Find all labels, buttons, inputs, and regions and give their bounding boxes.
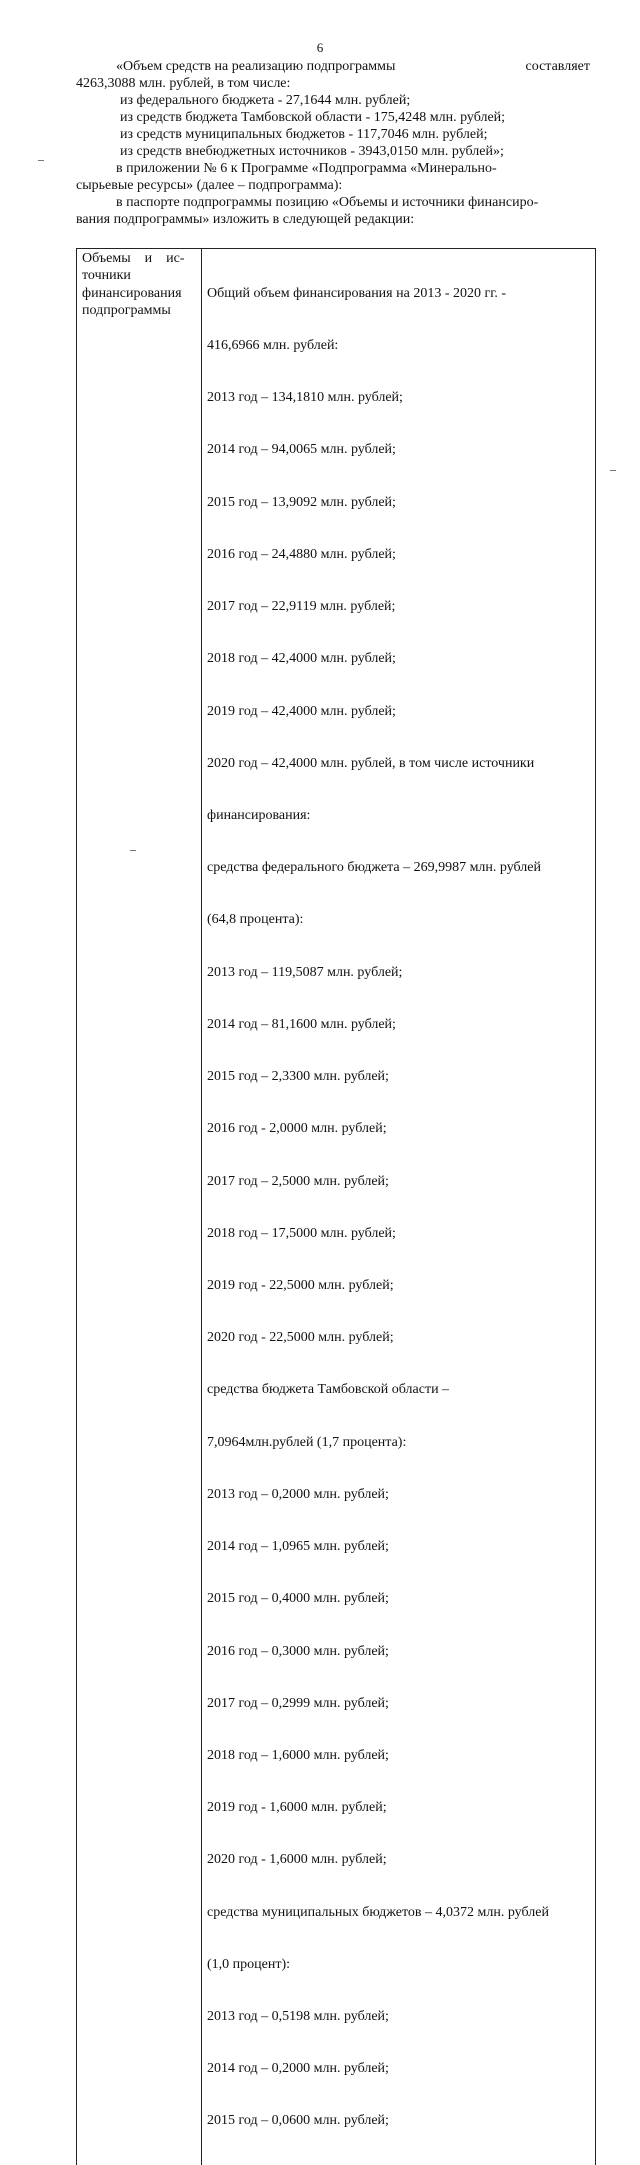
content-line: (64,8 процента): [207, 912, 304, 928]
intro-line: вания подпрограммы» изложить в следующей редакции: [76, 212, 415, 227]
source-name: из средств внебюджетных источников [120, 144, 347, 159]
content-line: 2018 год – 17,5000 млн. рублей; [207, 1225, 396, 1241]
content-line: финансирования: [207, 808, 311, 823]
label-line: точники [82, 268, 131, 284]
content-line: средства бюджета Тамбовской области – [207, 1382, 450, 1398]
content-line: 2014 год – 81,1600 млн. рублей; [207, 1016, 396, 1032]
content-line: 2013 год – 134,1810 млн. рублей; [207, 390, 403, 406]
content-line: 7,0964млн.рублей (1,7 процента): [207, 1434, 407, 1450]
source-value: - 3943,0150 млн. рублей»; [350, 144, 504, 159]
source-name: из средств муниципальных бюджетов [120, 127, 345, 142]
content-line: 2019 год - 1,6000 млн. рублей; [207, 1800, 387, 1816]
content-line: средства муниципальных бюджетов – 4,0372 млн. рублей [207, 1904, 549, 1920]
page-number: 6 [316, 40, 324, 55]
content-line: 2014 год – 1,0965 млн. рублей; [207, 1539, 389, 1555]
intro-line: сырьевые ресурсы» (далее – подпрограмма): [76, 178, 343, 193]
source-value: - 27,1644 млн. рублей; [277, 93, 411, 108]
source-name: из федерального бюджета [120, 93, 275, 108]
source-value: - 117,7046 млн. рублей; [348, 127, 488, 142]
intro-line: в паспорте подпрограммы позицию «Объемы и источники финансиро- [116, 195, 539, 210]
content-line: 2020 год - 22,5000 млн. рублей; [207, 1330, 394, 1346]
content-line: 2018 год – 1,6000 млн. рублей; [207, 1747, 389, 1763]
content-line: 2016 год – 0,3000 млн. рублей; [207, 1643, 389, 1659]
passport-table [76, 248, 596, 2165]
scan-mark [38, 160, 44, 161]
content-line: 2015 год – 2,3300 млн. рублей; [207, 1069, 389, 1085]
content-line: 2017 год – 2,5000 млн. рублей; [207, 1173, 389, 1189]
content-line: 2020 год – 42,4000 млн. рублей, в том числе источники [207, 755, 535, 771]
label-line: подпрограммы [82, 303, 171, 319]
content-line: 2014 год – 94,0065 млн. рублей; [207, 442, 396, 458]
content-line: 2016 год - 2,0000 млн. рублей; [207, 1121, 387, 1137]
content-line: 416,6966 млн. рублей: [207, 338, 339, 354]
content-line: (1,0 процент): [207, 1956, 291, 1972]
table-row [77, 249, 596, 2165]
source-name: из средств бюджета Тамбовской области [120, 110, 363, 125]
content-line: 2019 год – 42,4000 млн. рублей; [207, 703, 396, 719]
intro-text [76, 58, 590, 228]
source-row [76, 126, 590, 143]
content-line: 2013 год – 0,5198 млн. рублей; [207, 2009, 389, 2025]
content-line: 2013 год – 119,5087 млн. рублей; [207, 964, 403, 980]
intro-line [76, 58, 590, 75]
label-line: финансирования [82, 285, 182, 301]
content-line: 2017 год – 22,9119 млн. рублей; [207, 599, 396, 615]
content-line: 2015 год – 0,0600 млн. рублей; [207, 2113, 389, 2129]
content-line: средства федерального бюджета – 269,9987 млн. рублей [207, 860, 542, 876]
label-line: Объемы и ис- [82, 251, 185, 266]
content-line: 2015 год – 0,4000 млн. рублей; [207, 1591, 389, 1607]
content-line: 2016 год – 24,4880 млн. рублей; [207, 546, 396, 562]
content-line: Общий объем финансирования на 2013 - 2020 гг. - [207, 285, 507, 301]
content-line: 2020 год - 1,6000 млн. рублей; [207, 1852, 387, 1868]
content-line: 2019 год - 22,5000 млн. рублей; [207, 1277, 394, 1293]
scan-mark [610, 470, 616, 471]
source-row [76, 109, 590, 126]
content-line: 2017 год – 0,2999 млн. рублей; [207, 1695, 389, 1711]
intro-line-part: составляет [525, 59, 590, 74]
intro-line: 4263,3088 млн. рублей, в том числе: [76, 76, 291, 91]
source-row [76, 92, 590, 109]
table-cell-content [202, 249, 596, 2165]
table-cell-label [77, 249, 202, 2165]
content-line: 2015 год – 13,9092 млн. рублей; [207, 494, 396, 510]
intro-line-part: «Объем средств на реализацию подпрограммы [116, 59, 396, 74]
content-line: 2014 год – 0,2000 млн. рублей; [207, 2061, 389, 2077]
content-line: 2018 год – 42,4000 млн. рублей; [207, 651, 396, 667]
source-value: - 175,4248 млн. рублей; [365, 110, 506, 125]
content-line: 2013 год – 0,2000 млн. рублей; [207, 1486, 389, 1502]
intro-line: в приложении № 6 к Программе «Подпрограмма «Минерально- [116, 161, 497, 176]
source-row [76, 143, 590, 160]
